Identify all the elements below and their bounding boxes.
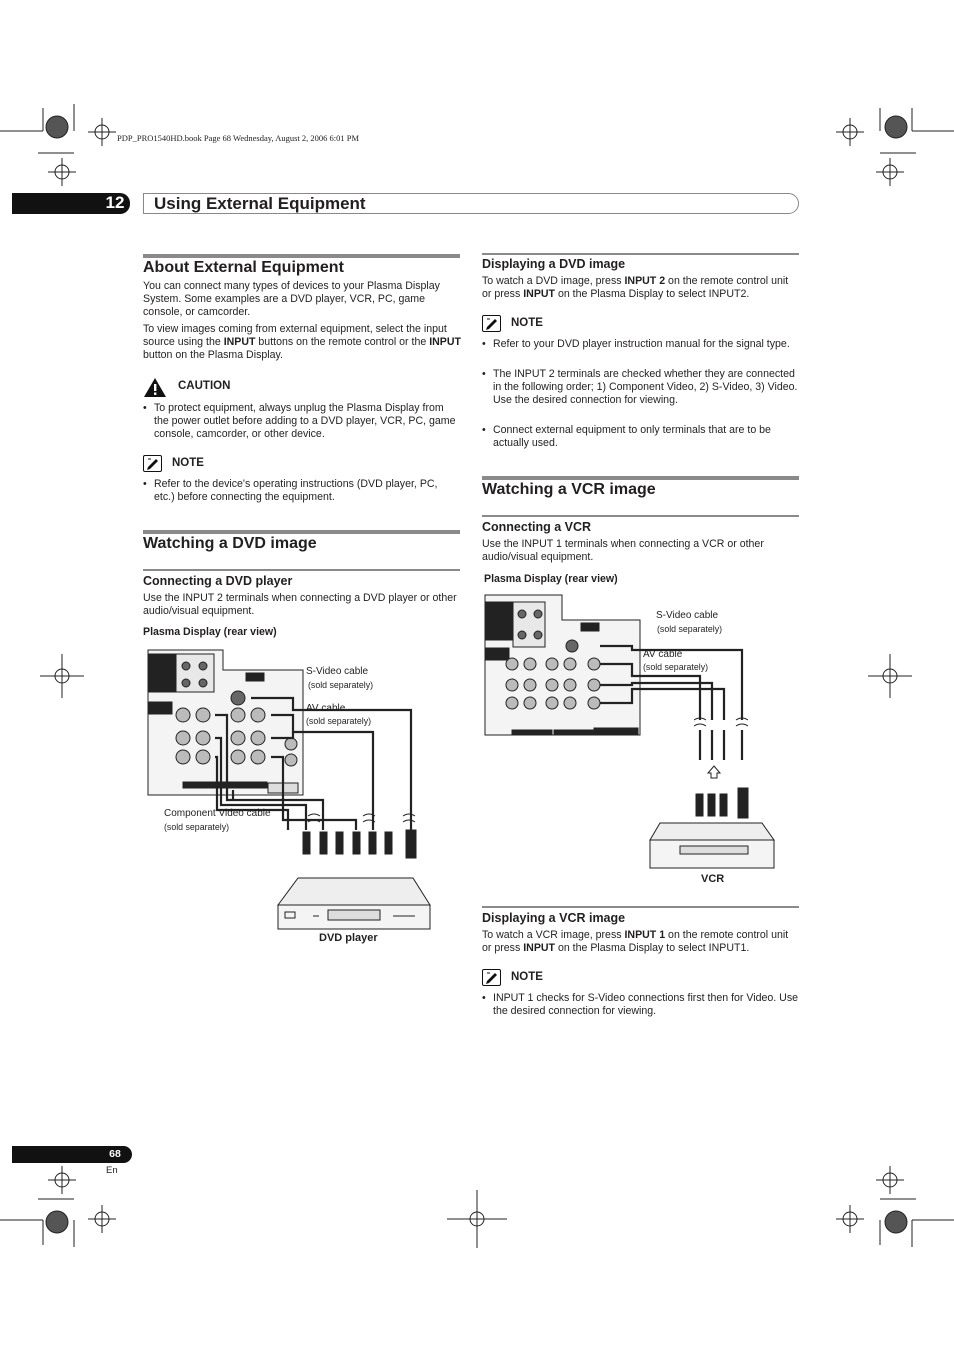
subsection-rule <box>143 569 460 571</box>
subsection-title-display-dvd: Displaying a DVD image <box>482 257 626 271</box>
chapter-number: 12 <box>105 193 125 212</box>
display-dvd-text: To watch a DVD image, press INPUT 2 on the remote control unit or press INPUT on the Plasma Display to select INPUT2. <box>482 275 789 301</box>
note-label: NOTE <box>172 457 204 469</box>
rear-view-label: Plasma Display (rear view) <box>143 626 277 638</box>
note-item: • Connect external equipment to only terminals that are to be actually used. <box>482 424 800 450</box>
subsection-title-display-vcr: Displaying a VCR image <box>482 911 626 925</box>
svideo-cable-label: S-Video cable <box>656 610 719 621</box>
note-item: • INPUT 1 checks for S-Video connections first then for Video. Use the desired connection for viewing. <box>482 992 800 1018</box>
subsection-rule <box>482 515 799 517</box>
section-rule <box>143 530 460 534</box>
note-item: • The INPUT 2 terminals are checked whether they are connected in the following order; 1) Component Video, 2) S-Video, 3) Video. Use the desired connection for viewing. <box>482 368 800 408</box>
vcr-connection-diagram <box>482 590 800 875</box>
av-cable-label: AV cable <box>643 649 683 660</box>
subsection-title-connect-vcr: Connecting a VCR <box>482 520 592 534</box>
svideo-cable-label: S-Video cable <box>306 666 369 677</box>
section-rule <box>143 254 460 258</box>
av-sold-label: (sold separately) <box>643 662 709 672</box>
svideo-sold-label: (sold separately) <box>308 680 374 690</box>
component-cable-label: Component Video cable <box>164 808 271 819</box>
section-title-vcr: Watching a VCR image <box>482 481 656 498</box>
note-icon <box>482 969 501 986</box>
chapter-title: Using External Equipment <box>154 194 366 213</box>
component-sold-label: (sold separately) <box>164 822 230 832</box>
vcr-label: VCR <box>701 873 725 885</box>
caution-item: • To protect equipment, always unplug the Plasma Display from the power outlet before adding to a DVD player, VCR, PC, game console, camcorder, or other device. <box>143 402 461 442</box>
svideo-sold-label: (sold separately) <box>657 624 723 634</box>
warning-icon <box>143 377 167 398</box>
section-rule <box>482 476 799 480</box>
dvd-connection-diagram <box>143 640 461 940</box>
book-info: PDP_PRO1540HD.book Page 68 Wednesday, August 2, 2006 6:01 PM <box>117 133 360 143</box>
about-paragraph-2: To view images coming from external equipment, select the input source using the INPUT buttons on the remote control or the INPUT button on the Plasma Display. <box>143 323 461 362</box>
note-item: • Refer to the device's operating instructions (DVD player, PC, etc.) before connecting the equipment. <box>143 478 461 504</box>
note-icon <box>143 455 162 472</box>
display-vcr-text: To watch a VCR image, press INPUT 1 on the remote control unit or press INPUT on the Plasma Display to select INPUT1. <box>482 929 789 955</box>
section-title-about: About External Equipment <box>143 259 344 276</box>
av-cable-label: AV cable <box>306 703 346 714</box>
subsection-title-connect-dvd: Connecting a DVD player <box>143 574 293 588</box>
connect-dvd-text: Use the INPUT 2 terminals when connecting a DVD player or other audio/visual equipment. <box>143 592 457 618</box>
av-sold-label: (sold separately) <box>306 716 372 726</box>
subsection-rule <box>482 253 799 255</box>
dvd-player-label: DVD player <box>319 932 378 944</box>
subsection-rule <box>482 906 799 908</box>
note-label: NOTE <box>511 317 543 329</box>
caution-label: CAUTION <box>178 380 231 392</box>
rear-view-label: Plasma Display (rear view) <box>484 573 618 585</box>
page-language: En <box>106 1165 118 1176</box>
note-item: • Refer to your DVD player instruction manual for the signal type. <box>482 338 800 351</box>
note-label: NOTE <box>511 971 543 983</box>
note-icon <box>482 315 501 332</box>
page-number: 68 <box>109 1148 121 1160</box>
section-title-dvd: Watching a DVD image <box>143 535 317 552</box>
connect-vcr-text: Use the INPUT 1 terminals when connecting a VCR or other audio/visual equipment. <box>482 538 764 564</box>
about-paragraph-1: You can connect many types of devices to your Plasma Display System. Some examples are a DVD player, VCR, PC, game console, or camcorder. <box>143 280 440 319</box>
